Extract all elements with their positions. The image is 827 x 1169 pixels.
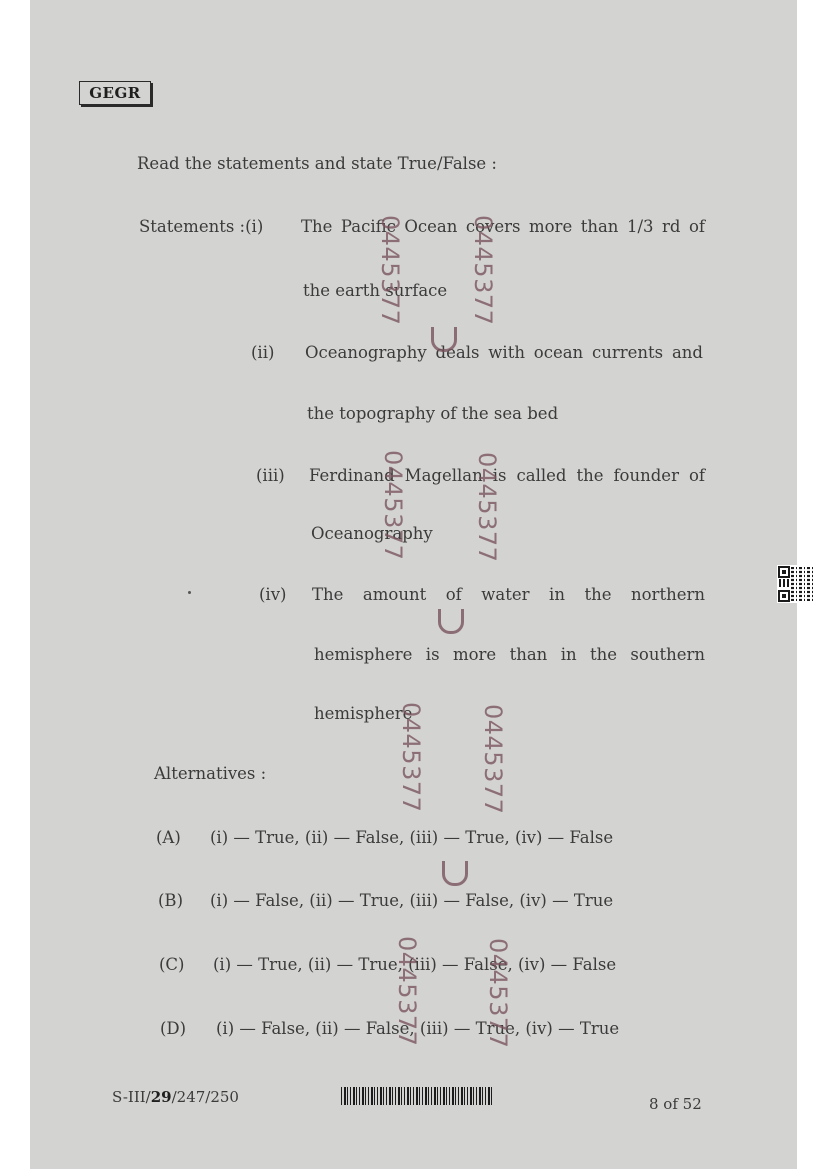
subject-code-box: GEGR xyxy=(79,81,151,105)
statement-2-number: (ii) xyxy=(251,343,275,362)
qr-finder xyxy=(778,590,790,602)
statement-2-line-2: the topography of the sea bed xyxy=(307,404,559,423)
qr-modules xyxy=(791,567,813,601)
qr-modules xyxy=(779,579,791,587)
statement-3-number: (iii) xyxy=(256,466,285,485)
series-number: 29 xyxy=(150,1088,172,1106)
speck-mark xyxy=(188,591,191,594)
series-prefix: S-III/ xyxy=(112,1088,151,1106)
watermark-stamp: 0445377 xyxy=(484,938,512,1049)
statement-3-line-1: Ferdinand Magellan is called the founder of xyxy=(309,466,705,485)
option-c-text: (i) — True, (ii) — True, (iii) — False, (iv) — False xyxy=(213,955,617,974)
statement-4-line-2: hemisphere is more than in the southern xyxy=(314,645,705,664)
statement-1-line-1: The Pacific Ocean covers more than 1/3 rd of xyxy=(301,217,705,236)
series-code xyxy=(112,1088,239,1106)
option-b-text: (i) — False, (ii) — True, (iii) — False, (iv) — True xyxy=(210,891,614,910)
statement-1-line-2: the earth surface xyxy=(303,281,448,300)
statement-4-number: (iv) xyxy=(259,585,287,604)
option-d-text: (i) — False, (ii) — False, (iii) — True, (iv) — True xyxy=(216,1019,620,1038)
statement-2-line-1: Oceanography deals with ocean currents and xyxy=(305,343,703,362)
watermark-stamp: 0445377 xyxy=(376,215,404,326)
series-suffix: /247/250 xyxy=(171,1088,239,1106)
watermark-stamp: 0445377 xyxy=(469,215,497,326)
alternatives-label: Alternatives : xyxy=(154,764,267,783)
option-c-letter: (C) xyxy=(159,955,185,974)
watermark-u-mark xyxy=(431,327,457,352)
option-a-letter: (A) xyxy=(156,828,181,847)
watermark-stamp: 0445377 xyxy=(473,452,501,563)
statement-4-line-3: hemisphere xyxy=(314,704,413,723)
option-b-letter: (B) xyxy=(158,891,183,910)
watermark-stamp: 0445377 xyxy=(397,702,425,813)
page-number: 8 of 52 xyxy=(649,1095,702,1113)
watermark-stamp: 0445377 xyxy=(393,936,421,1047)
qr-finder xyxy=(778,566,790,578)
exam-page xyxy=(30,0,797,1169)
statements-label: Statements :(i) xyxy=(139,217,264,236)
statement-4-line-1: The amount of water in the northern xyxy=(312,585,705,604)
qr-code-icon xyxy=(777,565,815,603)
watermark-u-mark xyxy=(438,609,464,634)
question-instruction: Read the statements and state True/False : xyxy=(137,154,497,173)
watermark-stamp: 0445377 xyxy=(379,450,407,561)
option-d-letter: (D) xyxy=(160,1019,187,1038)
barcode xyxy=(341,1087,493,1105)
watermark-stamp: 0445377 xyxy=(479,704,507,815)
statement-3-line-2: Oceanography xyxy=(311,524,433,543)
option-a-text: (i) — True, (ii) — False, (iii) — True, (iv) — False xyxy=(210,828,614,847)
watermark-u-mark xyxy=(442,861,468,886)
